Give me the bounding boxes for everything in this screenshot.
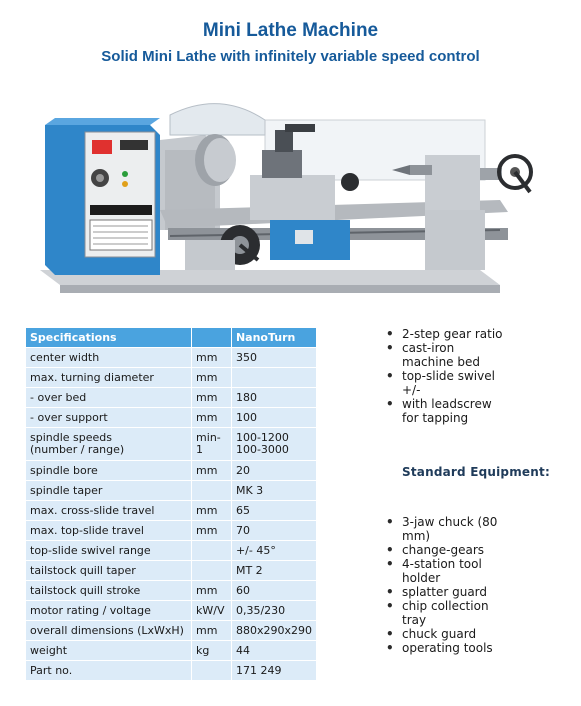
spec-value: 65	[231, 501, 316, 521]
spec-name: max. top-slide travel	[26, 521, 192, 541]
table-row	[26, 368, 317, 388]
spec-unit: min-1	[192, 428, 232, 461]
lathe-machine-image	[30, 80, 550, 310]
table-row	[26, 581, 317, 601]
spec-value: +/- 45°	[231, 541, 316, 561]
spec-name: motor rating / voltage	[26, 601, 192, 621]
standard-equipment-list	[384, 515, 504, 655]
spec-value	[231, 368, 316, 388]
equipment-item: • splatter guard	[384, 585, 504, 599]
spec-value: 880x290x290	[231, 621, 316, 641]
table-row	[26, 428, 317, 461]
standard-equipment-title: Standard Equipment:	[402, 465, 550, 479]
header-specifications: Specifications	[26, 328, 192, 348]
table-row	[26, 561, 317, 581]
equipment-item: • change-gears	[384, 543, 504, 557]
spec-name: Part no.	[26, 661, 192, 681]
spec-name: spindle speeds (number / range)	[26, 428, 192, 461]
spec-value: 60	[231, 581, 316, 601]
page-subtitle: Solid Mini Lathe with infinitely variable speed control	[101, 48, 480, 65]
spec-unit: mm	[192, 368, 232, 388]
spec-value: 20	[231, 461, 316, 481]
spec-value: 100	[231, 408, 316, 428]
equipment-item: • 3-jaw chuck (80 mm)	[384, 515, 504, 543]
spec-value: 44	[231, 641, 316, 661]
spec-value: 70	[231, 521, 316, 541]
spec-name: center width	[26, 348, 192, 368]
spec-value: MT 2	[231, 561, 316, 581]
spec-unit: mm	[192, 501, 232, 521]
spec-unit	[192, 561, 232, 581]
spec-name: spindle bore	[26, 461, 192, 481]
table-header-row	[26, 328, 317, 348]
equipment-item: • chip collection tray	[384, 599, 504, 627]
table-row	[26, 408, 317, 428]
spec-unit: kg	[192, 641, 232, 661]
table-row	[26, 541, 317, 561]
spec-value: MK 3	[231, 481, 316, 501]
spec-name: tailstock quill stroke	[26, 581, 192, 601]
table-row	[26, 641, 317, 661]
spec-name: weight	[26, 641, 192, 661]
spec-name: spindle taper	[26, 481, 192, 501]
spec-unit: mm	[192, 348, 232, 368]
spec-unit: mm	[192, 621, 232, 641]
feature-item: • top-slide swivel +/-	[384, 369, 504, 397]
table-row	[26, 601, 317, 621]
spec-value: 100-1200 100-3000	[231, 428, 316, 461]
spec-unit	[192, 661, 232, 681]
table-row	[26, 661, 317, 681]
feature-item: • 2-step gear ratio	[384, 327, 504, 341]
spec-name: max. cross-slide travel	[26, 501, 192, 521]
specifications-table	[25, 327, 317, 681]
equipment-item: • operating tools	[384, 641, 504, 655]
spec-unit	[192, 541, 232, 561]
page-title: Mini Lathe Machine	[202, 20, 379, 41]
spec-name: overall dimensions (LxWxH)	[26, 621, 192, 641]
header-model: NanoTurn	[231, 328, 316, 348]
table-row	[26, 388, 317, 408]
spec-name: max. turning diameter	[26, 368, 192, 388]
spec-unit: mm	[192, 388, 232, 408]
table-row	[26, 621, 317, 641]
spec-value: 0,35/230	[231, 601, 316, 621]
spec-value: 171 249	[231, 661, 316, 681]
spec-unit: mm	[192, 461, 232, 481]
spec-name: - over bed	[26, 388, 192, 408]
table-row	[26, 461, 317, 481]
equipment-item: • 4-station tool holder	[384, 557, 504, 585]
spec-unit: kW/V	[192, 601, 232, 621]
table-row	[26, 521, 317, 541]
features-list	[384, 327, 504, 425]
equipment-item: • chuck guard	[384, 627, 504, 641]
header-unit	[192, 328, 232, 348]
spec-value: 180	[231, 388, 316, 408]
spec-unit: mm	[192, 408, 232, 428]
spec-name: - over support	[26, 408, 192, 428]
spec-unit: mm	[192, 581, 232, 601]
spec-unit: mm	[192, 521, 232, 541]
table-row	[26, 501, 317, 521]
spec-value: 350	[231, 348, 316, 368]
table-row	[26, 348, 317, 368]
table-row	[26, 481, 317, 501]
spec-name: top-slide swivel range	[26, 541, 192, 561]
feature-item: • cast-iron machine bed	[384, 341, 504, 369]
feature-item: • with leadscrew for tapping	[384, 397, 504, 425]
spec-name: tailstock quill taper	[26, 561, 192, 581]
spec-unit	[192, 481, 232, 501]
